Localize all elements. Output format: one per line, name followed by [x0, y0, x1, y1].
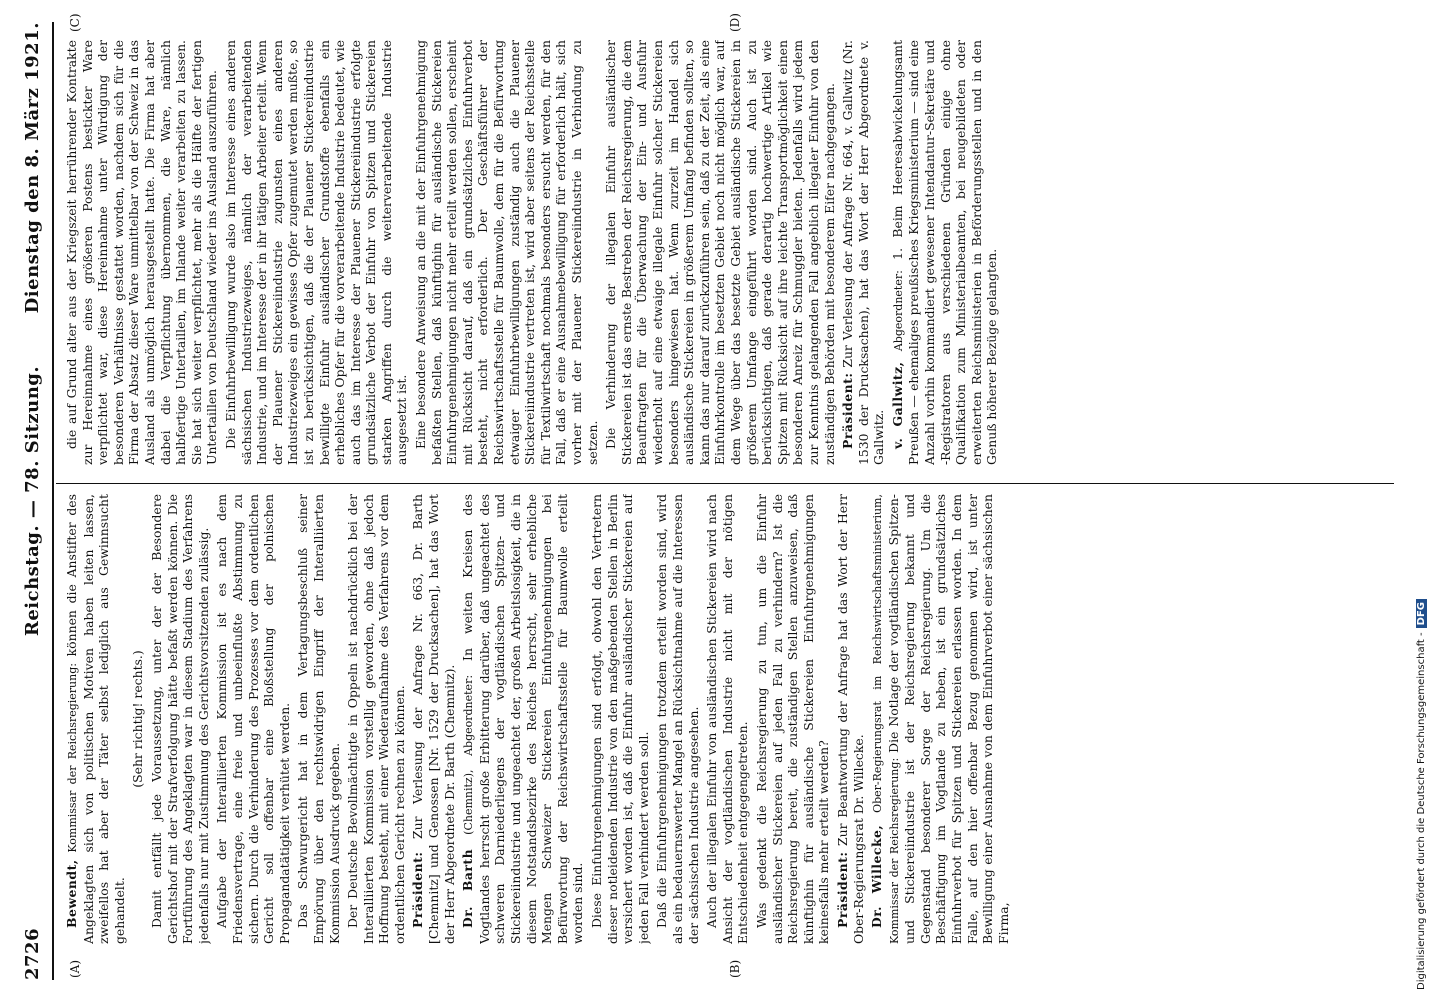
- speaker-name: Dr. Willecke,: [869, 824, 885, 928]
- paragraph-text: Der Deutsche Bevollmächtigte in Oppeln ist nachdrücklich bei der Interalliierten Kommission vorstellig geworden, ohne daß jedoch Hoffnung besteht, mit einer Wiederaufnahme des Verfahrens vor dem ordentlichen Gericht rechnen zu können.: [345, 494, 407, 944]
- credit-text: Digitalisierung gefördert durch die Deutsche Forschungsgemeinschaft -: [1416, 632, 1427, 990]
- paragraph: [460, 494, 586, 944]
- paragraph: [890, 40, 1000, 465]
- paragraph: [214, 494, 292, 944]
- paragraph: [754, 494, 832, 944]
- paragraph-text: Auch der illegalen Einfuhr von ausländischen Stickereien wird nach Ansicht der vogtländischen Industrie nicht mit der nötigen Entschiedenheit entgegengetreten.: [704, 494, 751, 944]
- paragraph-text: Zur Verlesung der Anfrage Nr. 664, v. Gallwitz (Nr. 1530 der Drucksachen), hat das Wort der Herr Abgeordnete v. Gallwitz.: [840, 40, 887, 465]
- paragraph: [410, 494, 457, 944]
- speaker-role: Kommissar der Reichsregierung:: [66, 663, 79, 853]
- page-header: [22, 22, 48, 980]
- session-title: Reichstag. — 78. Sitzung.: [22, 365, 43, 637]
- paragraph-text: In weiten Kreisen des Vogtlandes herrscht große Erbitterung darüber, daß ungeachtet des schweren Darniederliegens der vogtländischen Spitzen- und Stickereiindustrie und ungeachtet der, großen Arbeitslosigkeit, die in diesem Notstandsbezirke des Reiches herrscht, sehr erhebliche Mengen Schweizer Stickereien Einfuhrgenehmigungen bei Befürwortung der Reichswirtschaftsstelle für Baumwolle erteilt worden sind.: [460, 494, 586, 944]
- paragraph-text: die auf Grund alter aus der Kriegszeit herrührender Kontrakte zur Hereinnahme eines größeren Postens bestickter Ware verpflichtet war, diese Hereinnahme unter Würdigung der besonderen Verhältnisse gestattet worden, nachdem sich für die Firma der Absatz dieser Ware unmittelbar von der Schweiz in das Ausland als unmöglich herausgestellt hatte. Die Firma hat aber dabei die Verpflichtung übernommen, die Ware, nämlich halbfertige Untertaillen, im Inlande weiter verarbeiten zu lassen. Sie hat sich weiter verpflichtet, mehr als die Hälfte der fertigen Untertaillen von Deutschland wieder ins Ausland auszuführen.: [64, 40, 220, 465]
- speaker-name: v. Gallwitz,: [889, 361, 905, 449]
- right-text-column: [64, 40, 1394, 465]
- paragraph: [840, 40, 887, 465]
- paragraph: [835, 494, 866, 944]
- page-number: 2726: [22, 927, 43, 980]
- paragraph-text: 1. Beim Heeresabwickelungsamt Preußen — ehemaliges preußisches Kriegsministerium — sind eine Anzahl vorhin kommandiert gewesener Intendantur-Sekretäre und -Registratoren aus verschiedenen Gründen einige ohne Qualifikation zum Ministerialbeamten, bei neugebildeten oder erweiterten Reichsministerien in Beförderungsstellen und in den Genuß höherer Bezüge gelangten.: [889, 40, 1000, 465]
- margin-marker-d: (D): [728, 13, 742, 32]
- paragraph: [654, 494, 701, 944]
- paragraph-text: Was gedenkt die Reichsregierung zu tun, um die Einfuhr ausländischer Stickereien auf jeden Fall zu verhindern? Ist die Reichsregierung bereit, die zuständigen Stellen anzuweisen, daß künftighin für ausländische Stickereien Einfuhrgenehmigungen keinesfalls mehr erteilt werden?: [753, 494, 832, 944]
- column-divider: [56, 483, 1394, 484]
- margin-marker-b: (B): [728, 959, 742, 978]
- paragraph-text: Diese Einfuhrgenehmigungen sind erfolgt, obwohl den Vertretern dieser notleidenden Industrie von den maßgebenden Stellen in Berlin versichert worden ist, daß die Einfuhr ausländischer Stickereien auf jeden Fall verhindert werden soll.: [589, 494, 651, 944]
- paragraph-text: Aufgabe der Interalliierten Kommission ist es nach dem Friedensvertrage, eine freie und unbeeinflußte Abstimmung zu sichern. Durch die Verhinderung des Prozesses vor dem ordentlichen Gericht soll offenbar eine Bloßstellung der polnischen Propagandatätigkeit verhütet werden.: [214, 494, 292, 944]
- paragraph-text: Die Verhinderung der illegalen Einfuhr ausländischer Stickereien ist das ernste Bestreben der Reichsregierung, die dem Beauftragten für die Überwachung der Ein- und Ausfuhr wiederholt auf eine etwaige illegale Einfuhr solcher Stickereien besonders hingewiesen hat. Wenn zurzeit im Handel sich ausländische Stickereien in größerem Umfang befinden sollten, so kann das nur darauf zurückzuführen sein, daß zu der Zeit, als eine Einfuhrkontrolle im besetzten Gebiet noch nicht möglich war, auf dem Wege über das besetzte Gebiet ausländische Stickereien in größerem Umfange eingeführt worden sind. Auch ist zu berücksichtigen, daß gerade derartig hochwertige Artikel wie Spitzen mit Rücksicht auf ihre leichte Transportmöglichkeit einen besonderen Anreiz für Schmuggler bieten. Jedenfalls wird jedem zur Kenntnis gelangenden Fall angeblich illegaler Einfuhr von den zuständigen Behörden mit besonderem Eifer nachgegangen.: [603, 40, 837, 465]
- paragraph-text: Damit entfällt jede Voraussetzung, unter der der Besondere Gerichtshof mit der Strafverfolgung hätte befaßt werden können. Die Fortführung des Angeklagten war in diesem Stadium des Verfahrens jedenfalls nur mit Zustimmung des Gerichtsvorsitzenden zulässig.: [148, 494, 211, 944]
- dfg-logo: DFG: [1416, 599, 1427, 628]
- paragraph-text: Die Einfuhrbewilligung wurde also im Interesse eines anderen sächsischen Industriezweiges, nämlich der verarbeitenden Industrie, und im Interesse der in ihr tätigen Arbeiter erteilt. Wenn der Plauener Stickereiindustrie zugunsten eines anderen Industriezweiges ein gewisses Opfer zugemutet werden mußte, so ist zu berücksichtigen, daß die der Plauener Stickereiindustrie bewilligte Einfuhr ausländischer Grundstoffe ebenfalls ein erhebliches Opfer für die vorverarbeitende Industrie bedeutet, wie auch das im Interesse der Plauener Stickereiindustrie erfolgte grundsätzliche Verbot der Einfuhr von Spitzen und Stickereien starken Angriffen durch die weiterverarbeitende Industrie ausgesetzt ist.: [222, 40, 410, 465]
- paragraph: [603, 40, 837, 465]
- paragraph: [589, 494, 651, 944]
- left-text-column: [64, 494, 1394, 944]
- speaker-role: Abgeordneter:: [891, 270, 905, 352]
- paragraph: [130, 494, 146, 944]
- paragraph: [295, 494, 342, 944]
- paragraph: [149, 494, 211, 944]
- paragraph: [345, 494, 407, 944]
- speaker-role: (Chemnitz), Abgeordneter:: [462, 674, 476, 835]
- digitization-credit: [1412, 0, 1434, 1000]
- paragraph-text: Eine besondere Anweisung an die mit der Einfuhrgenehmigung befaßten Stellen, daß künftighin für ausländische Stickereien Einfuhrgenehmigungen nicht mehr erteilt werden sollen, erscheint mit Rücksicht darauf, daß ein grundsätzliches Einfuhrverbot besteht, nicht erforderlich. Der Geschäftsführer der Reichswirtschaftsstelle für Baumwolle, dem für die Befürwortung etwaiger Einfuhrbewilligungen zuständig auch die Plauener Stickereiindustrie vertreten ist, wird aber seitens der Reichsstelle für Textilwirtschaft nochmals besonders ersucht werden, für den Fall, daß er eine Ausnahmebewilligung für erforderlich hält, sich vorher mit der Plauener Stickereiindustrie in Verbindung zu setzen.: [413, 40, 600, 465]
- header-rule: [52, 22, 54, 980]
- paragraph-text: können die Anstifter des Angeklagten sich von politischen Motiven haben leiten lassen, zweifellos hat aber der Täter selbst lediglich aus Gewinnsucht gehandelt.: [64, 494, 127, 944]
- paragraph-text: Die Notlage der vogtländischen Spitzen- und Stickereiindustrie ist der Reichsregierung bekannt und Gegenstand besonderer Sorge der Reichsregierung. Um die Beschäftigung im Vogtlande zu heben, ist ein grundsätzliches Einfuhrverbot für Spitzen und Stickereien erlassen worden. In dem Falle, auf den hier offenbar Bezug genommen wird, ist unter Bewilligung einer Ausnahme von dem Einfuhrverbot einer sächsischen Firma,: [885, 494, 1011, 944]
- margin-marker-a: (A): [68, 959, 82, 978]
- interjection: (Sehr richtig! rechts.): [130, 650, 146, 788]
- paragraph-text: Zur Beantwortung der Anfrage hat das Wort der Herr Ober-Regierungsrat Dr. Willecke.: [834, 494, 866, 944]
- margin-marker-c: (C): [68, 13, 82, 32]
- paragraph: [704, 494, 751, 944]
- speaker-name: Präsident:: [834, 851, 850, 928]
- paragraph-text: Daß die Einfuhrgenehmigungen trotzdem erteilt worden sind, wird als ein bedauernswerter Mangel an Rücksichtnahme auf die Interessen der sächsischen Industrie angesehen.: [654, 494, 701, 944]
- paragraph: [223, 40, 410, 465]
- speaker-name: Bewendt,: [64, 859, 79, 928]
- speaker-name: Präsident:: [410, 851, 426, 928]
- speaker-name: Dr. Barth: [460, 848, 476, 928]
- paragraph-text: Das Schwurgericht hat in dem Vertagungsbeschluß seiner Empörung über den rechtswidrigen Eingriff der Interalliierten Kommission Ausdruck gegeben.: [295, 494, 342, 944]
- paragraph: [64, 40, 220, 465]
- paragraph: [869, 494, 1011, 944]
- paragraph-text: Zur Verlesung der Anfrage Nr. 663, Dr. Barth [Chemnitz] und Genossen [Nr. 1529 der Drucksachen], hat das Wort der Herr Abgeordnete Dr. Barth (Chemnitz).: [410, 494, 457, 944]
- paragraph: [413, 40, 600, 465]
- speaker-role: Ober-Regierungsrat im Reichswirtschaftsministerium, Kommissar der Reichsregierung:: [871, 494, 901, 944]
- speaker-name: Präsident:: [840, 372, 856, 449]
- session-date: Dienstag den 8. März 1921.: [22, 22, 43, 314]
- paragraph: [64, 494, 127, 944]
